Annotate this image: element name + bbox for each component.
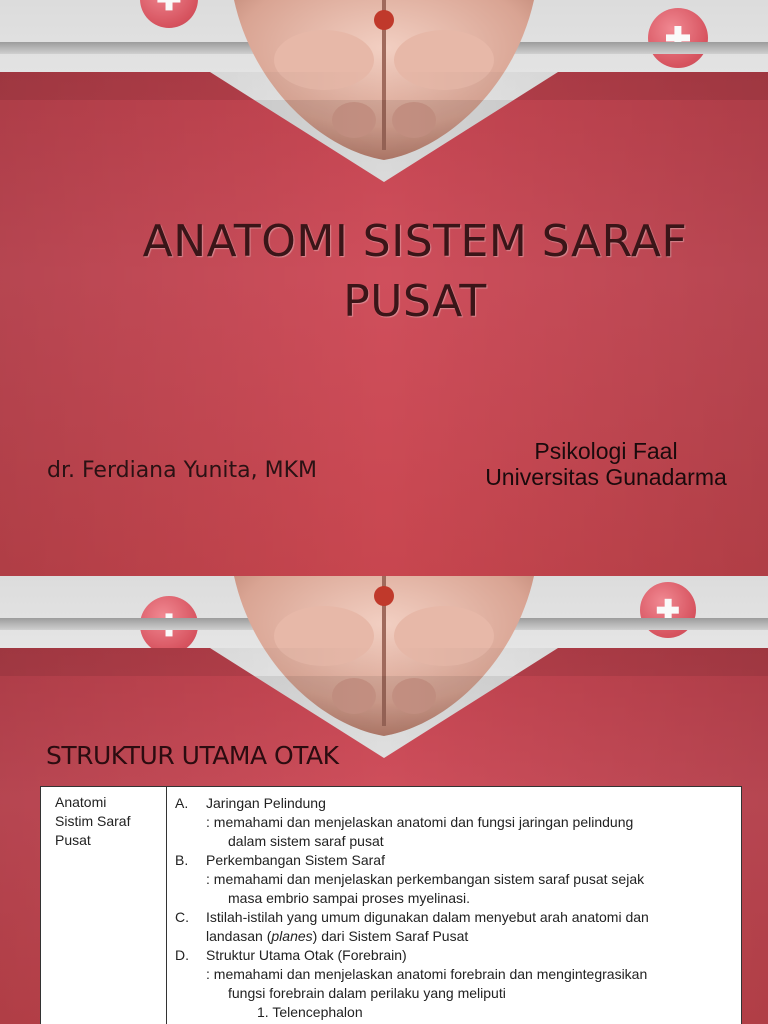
item-title-cont-em: planes [271,928,313,944]
author-name: dr. Ferdiana Yunita, MKM [47,458,317,483]
syllabus-table [40,786,742,1024]
content-slide [0,576,768,1024]
item-desc-cont: fungsi forebrain dalam perilaku yang meliputi [228,985,506,1001]
item-desc: : memahami dan menjelaskan anatomi forebrain dan mengintegrasikan [206,966,648,982]
item-title-cont-pre: landasan ( [206,928,272,944]
sub-item: 1. Telencephalon [257,1004,363,1020]
item-title: Perkembangan Sistem Saraf [206,852,385,868]
item-desc: : memahami dan menjelaskan perkembangan sistem saraf pusat sejak [206,871,645,887]
item-letter: C. [175,909,189,925]
affiliation-line-1: Psikologi Faal [534,438,678,464]
item-desc: : memahami dan menjelaskan anatomi dan fungsi jaringan pelindung [206,814,634,830]
item-title: Istilah-istilah yang umum digunakan dalam menyebut arah anatomi dan [206,909,649,925]
topic-line: Sistim Saraf [55,813,131,829]
item-desc-cont: dalam sistem saraf pusat [228,833,384,849]
topic-line: Anatomi [55,794,107,810]
list-item [175,794,741,851]
item-title-cont-post: ) dari Sistem Saraf Pusat [312,928,469,944]
list-item [175,851,741,908]
item-title: Struktur Utama Otak (Forebrain) [206,947,407,963]
item-title: Jaringan Pelindung [206,795,326,811]
item-letter: D. [175,947,189,963]
item-letter: A. [175,795,189,811]
slide-heading: STRUKTUR UTAMA OTAK [46,741,339,770]
affiliation-line-2: Universitas Gunadarma [485,464,727,490]
item-desc-cont: masa embrio sampai proses myelinasi. [228,890,470,906]
topic-line: Pusat [55,832,91,848]
list-item [175,908,741,946]
topic-cell [41,787,167,1024]
item-letter: B. [175,852,189,868]
affiliation [468,438,744,490]
title-line-2: PUSAT [343,276,487,327]
item-title-cont [175,927,741,946]
title-line-1: ANATOMI SISTEM SARAF [142,216,688,267]
content-cell [167,787,741,1024]
list-item [175,946,741,1022]
slide-title [60,212,768,332]
